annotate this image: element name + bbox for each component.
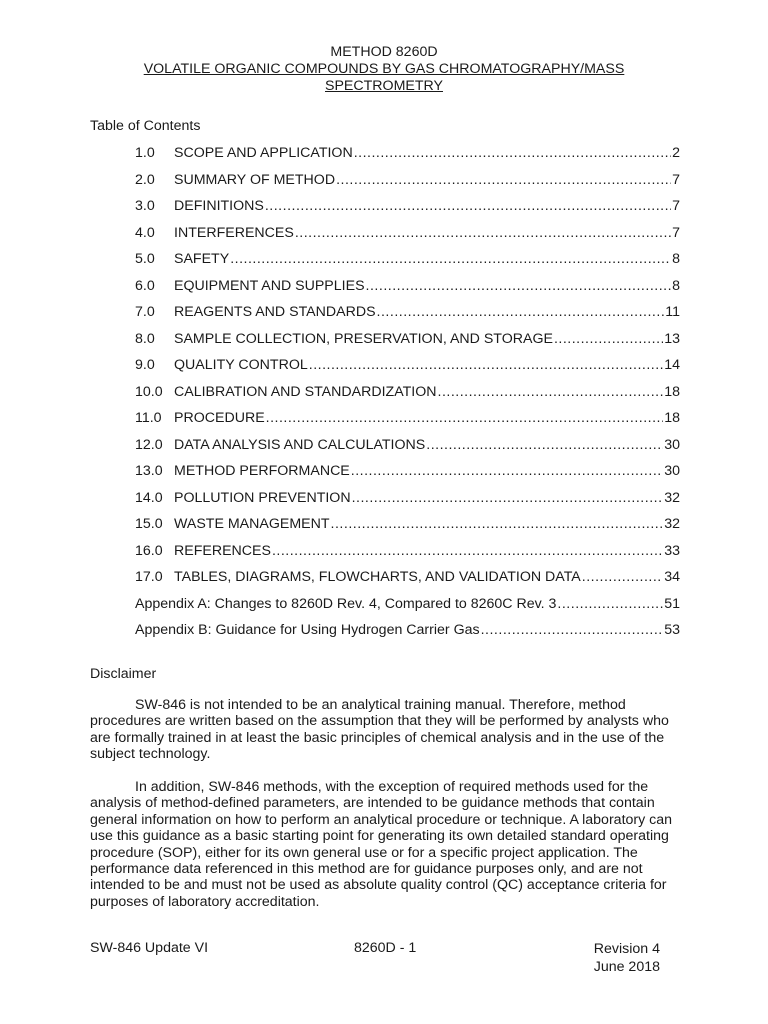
toc-entry-title: EQUIPMENT AND SUPPLIES xyxy=(174,277,365,294)
footer-revision-block xyxy=(594,940,660,976)
toc-entry-number: 5.0 xyxy=(135,251,155,267)
toc-dot-leader xyxy=(336,172,671,188)
toc-entry-title: PROCEDURE xyxy=(174,410,265,426)
toc-entry-page: 34 xyxy=(664,569,680,585)
toc-entry[interactable] xyxy=(135,463,680,490)
toc-heading: Table of Contents xyxy=(90,118,201,134)
toc-entry-title: QUALITY CONTROL xyxy=(174,357,308,373)
toc-entry-page: 7 xyxy=(672,224,680,241)
toc-entry-number: 4.0 xyxy=(135,224,155,241)
toc-entry-number: 13.0 xyxy=(135,463,163,479)
toc-dot-leader xyxy=(557,596,663,612)
footer-update: SW-846 Update VI xyxy=(90,940,209,956)
toc-dot-leader xyxy=(426,437,663,453)
toc-entry[interactable] xyxy=(135,384,680,411)
toc-entry[interactable] xyxy=(135,251,680,278)
toc-entry-title: DEFINITIONS xyxy=(174,198,264,214)
toc-entry-page: 32 xyxy=(664,489,680,506)
toc-entry-title: DATA ANALYSIS AND CALCULATIONS xyxy=(174,436,426,453)
toc-entry-title: WASTE MANAGEMENT xyxy=(174,516,330,532)
toc-entry-number: 2.0 xyxy=(135,171,155,188)
disclaimer-paragraph-2: In addition, SW-846 methods, with the exception of required methods used for the analysis of method-defined parameters, are intended to be guidance methods that contain general information on how to perform an analytical procedure or technique. A laboratory can use this guidance as a basic starting point for generating its own detailed standard operating procedure (SOP), either for its own general use or for a specific project application. The performance data referenced in this method are for guidance purposes only, and are not intended to be and must not be used as absolute quality control (QC) acceptance criteria for purposes of laboratory accreditation. xyxy=(90,779,673,910)
toc-entry[interactable] xyxy=(135,437,680,464)
footer-date: June 2018 xyxy=(593,959,660,975)
toc-entry[interactable] xyxy=(135,304,680,331)
toc-dot-leader xyxy=(272,543,663,559)
toc-entry-number: 15.0 xyxy=(135,516,163,532)
toc-dot-leader xyxy=(351,463,663,479)
toc-entry-page: 32 xyxy=(664,516,680,532)
toc-dot-leader xyxy=(309,357,663,373)
toc-dot-leader xyxy=(354,145,671,161)
toc-entry-number: 16.0 xyxy=(135,542,163,559)
toc-entry[interactable] xyxy=(135,490,680,517)
toc-entry-page: 7 xyxy=(672,198,680,214)
toc-entry-page: 30 xyxy=(664,463,680,479)
disclaimer-paragraph-1: SW-846 is not intended to be an analytical training manual. Therefore, method procedures are written based on the assumption that they will be performed by analysts who are formally trained in at least the basic principles of chemical analysis and in the use of the subject technology. xyxy=(90,697,669,763)
toc-entry-number: 7.0 xyxy=(135,304,155,320)
toc-dot-leader xyxy=(481,622,664,638)
toc-entry-page: 13 xyxy=(664,330,680,347)
toc-dot-leader xyxy=(295,225,671,241)
footer-revision: Revision 4 xyxy=(593,941,660,957)
toc-entry-number: 10.0 xyxy=(135,383,163,400)
toc-dot-leader xyxy=(352,490,664,506)
toc-entry-page: 2 xyxy=(672,145,680,161)
toc-dot-leader xyxy=(582,569,663,585)
toc-entry[interactable] xyxy=(135,198,680,225)
toc-entry-title: SCOPE AND APPLICATION xyxy=(174,145,353,161)
toc-entry-title: SUMMARY OF METHOD xyxy=(174,171,336,188)
toc-entry-page: 18 xyxy=(664,383,680,400)
toc-entry-number: 17.0 xyxy=(135,569,163,585)
toc-entry-title: SAMPLE COLLECTION, PRESERVATION, AND STORAGE xyxy=(174,330,553,347)
toc-entry-page: 30 xyxy=(664,436,680,453)
method-title-line1: VOLATILE ORGANIC COMPOUNDS BY GAS CHROMATOGRAPHY/MASS xyxy=(143,61,625,77)
toc-entry-title: INTERFERENCES xyxy=(174,224,294,241)
toc-entry-number: 8.0 xyxy=(135,330,155,347)
method-title-line2: SPECTROMETRY xyxy=(325,78,443,94)
toc-entry-title: METHOD PERFORMANCE xyxy=(174,463,350,479)
toc-entry[interactable] xyxy=(135,357,680,384)
toc-entry-number: 9.0 xyxy=(135,357,155,373)
toc-appendix-title: Appendix A: Changes to 8260D Rev. 4, Compared to 8260C Rev. 3 xyxy=(135,595,557,612)
disclaimer-heading: Disclaimer xyxy=(90,666,157,682)
toc-appendix-entry[interactable] xyxy=(135,596,680,623)
toc-dot-leader xyxy=(438,384,664,400)
toc-entry[interactable] xyxy=(135,410,680,437)
toc-entry-title: TABLES, DIAGRAMS, FLOWCHARTS, AND VALIDATION DATA xyxy=(174,569,581,585)
toc-entry-page: 8 xyxy=(672,277,680,294)
table-of-contents xyxy=(135,145,680,649)
toc-entry[interactable] xyxy=(135,278,680,305)
toc-entry[interactable] xyxy=(135,145,680,172)
toc-dot-leader xyxy=(265,198,671,214)
footer-page-number: 8260D - 1 xyxy=(354,940,417,956)
toc-entry[interactable] xyxy=(135,516,680,543)
toc-entry-title: REFERENCES xyxy=(174,542,271,559)
toc-entry-page: 18 xyxy=(664,410,680,426)
toc-appendix-entry[interactable] xyxy=(135,622,680,649)
toc-entry-number: 6.0 xyxy=(135,277,155,294)
toc-appendix-page: 51 xyxy=(664,595,680,612)
toc-entry-page: 8 xyxy=(672,251,680,267)
toc-entry-title: CALIBRATION AND STANDARDIZATION xyxy=(174,383,437,400)
toc-entry-number: 1.0 xyxy=(135,145,155,161)
toc-entry-number: 11.0 xyxy=(135,410,162,426)
toc-dot-leader xyxy=(331,516,664,532)
method-number: METHOD 8260D xyxy=(330,44,438,60)
page-footer xyxy=(90,940,660,980)
toc-entry[interactable] xyxy=(135,172,680,199)
toc-entry-page: 7 xyxy=(672,171,680,188)
toc-entry[interactable] xyxy=(135,331,680,358)
toc-entry-number: 14.0 xyxy=(135,489,163,506)
toc-dot-leader xyxy=(377,304,665,320)
toc-entry-page: 33 xyxy=(664,542,680,559)
toc-entry-title: SAFETY xyxy=(174,251,230,267)
document-title-block xyxy=(90,44,678,95)
toc-dot-leader xyxy=(554,331,663,347)
toc-entry-page: 11 xyxy=(665,304,680,320)
toc-entry[interactable] xyxy=(135,543,680,570)
toc-dot-leader xyxy=(230,251,671,267)
toc-entry-number: 3.0 xyxy=(135,198,155,214)
toc-dot-leader xyxy=(266,410,664,426)
toc-entry-title: REAGENTS AND STANDARDS xyxy=(174,304,376,320)
toc-entry-page: 14 xyxy=(664,357,680,373)
toc-entry[interactable] xyxy=(135,569,680,596)
toc-entry-number: 12.0 xyxy=(135,436,163,453)
toc-entry[interactable] xyxy=(135,225,680,252)
toc-dot-leader xyxy=(366,278,672,294)
toc-appendix-page: 53 xyxy=(664,622,680,638)
toc-entry-title: POLLUTION PREVENTION xyxy=(174,489,351,506)
toc-appendix-title: Appendix B: Guidance for Using Hydrogen Carrier Gas xyxy=(135,622,480,638)
